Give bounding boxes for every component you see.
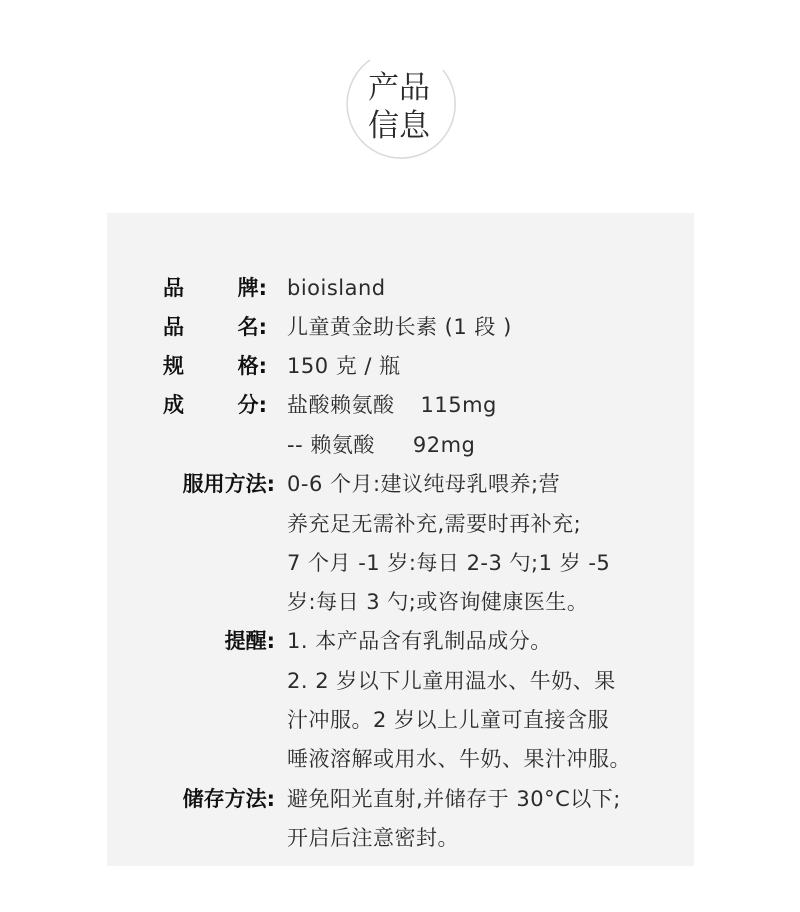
brand-label-char2: 牌:	[237, 276, 267, 300]
spec-label-char2: 格:	[237, 354, 267, 378]
brand-row	[107, 268, 694, 308]
reminder-line-1: 1. 本产品含有乳制品成分。	[287, 629, 552, 653]
ingredient-1-name: 盐酸赖氨酸	[287, 393, 395, 417]
usage-row-3	[107, 543, 694, 583]
ingredients-label-char2: 分:	[237, 393, 267, 417]
reminder-row-3	[107, 700, 694, 740]
product-info-card	[107, 213, 694, 866]
brand-value: bioisland	[287, 276, 386, 300]
reminder-line-2: 2. 2 岁以下儿童用温水、牛奶、果	[287, 669, 616, 693]
spec-label	[163, 346, 267, 386]
storage-label: 储存方法:	[182, 787, 275, 811]
ingredients-row-2	[107, 425, 694, 465]
storage-row-2	[107, 818, 694, 858]
name-label-char1: 品	[163, 315, 184, 339]
usage-row-2	[107, 504, 694, 544]
section-title-badge	[340, 48, 458, 166]
ingredients-label-char1: 成	[163, 393, 184, 417]
usage-line-3: 7 个月 -1 岁:每日 2-3 勺;1 岁 -5	[287, 551, 611, 575]
reminder-row-4	[107, 739, 694, 779]
ingredient-2-name: -- 赖氨酸	[287, 433, 375, 457]
usage-line-4: 岁:每日 3 勺;或咨询健康医生。	[287, 590, 589, 614]
reminder-line-4: 唾液溶解或用水、牛奶、果汁冲服。	[287, 747, 631, 771]
storage-line-2: 开启后注意密封。	[287, 826, 459, 850]
reminder-row-2	[107, 661, 694, 701]
badge-title-line1: 产品	[368, 70, 430, 106]
ingredients-label	[163, 385, 267, 425]
ingredient-2-amount: 92mg	[412, 433, 476, 457]
badge-title-line2: 信息	[368, 108, 430, 144]
spec-value: 150 克 / 瓶	[287, 354, 401, 378]
ingredient-line-2	[287, 425, 475, 465]
reminder-label: 提醒:	[224, 629, 275, 653]
ingredient-1-amount: 115mg	[420, 393, 497, 417]
spec-label-char1: 规	[163, 354, 184, 378]
badge-ring	[340, 48, 458, 166]
storage-row	[107, 779, 694, 819]
spec-row	[107, 346, 694, 386]
name-label-char2: 名:	[237, 315, 267, 339]
reminder-row	[107, 621, 694, 661]
name-value: 儿童黄金助长素 (1 段 )	[287, 315, 512, 339]
brand-label	[163, 268, 267, 308]
usage-label: 服用方法:	[182, 472, 275, 496]
usage-row-4	[107, 582, 694, 622]
storage-line-1: 避免阳光直射,并储存于 30°C以下;	[287, 787, 621, 811]
usage-line-2: 养充足无需补充,需要时再补充;	[287, 512, 582, 536]
usage-line-1: 0-6 个月:建议纯母乳喂养;营	[287, 472, 561, 496]
name-label	[163, 307, 267, 347]
ingredients-row	[107, 385, 694, 425]
name-row	[107, 307, 694, 347]
ingredient-line-1	[287, 385, 497, 425]
brand-label-char1: 品	[163, 276, 184, 300]
reminder-line-3: 汁冲服。2 岁以上儿童可直接含服	[287, 708, 610, 732]
usage-row	[107, 464, 694, 504]
